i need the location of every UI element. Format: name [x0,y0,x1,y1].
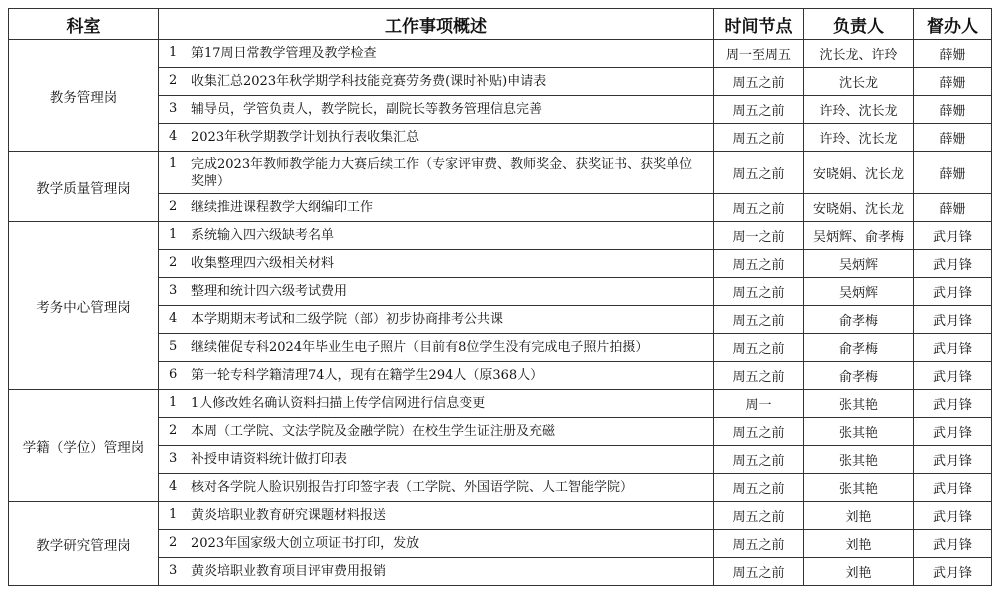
task-cell [159,362,714,390]
supervisor-cell: 武月锋 [914,250,992,278]
task-cell [159,68,714,96]
supervisor-cell: 武月锋 [914,362,992,390]
time-cell: 周五之前 [714,96,804,124]
time-cell: 周一至周五 [714,40,804,68]
supervisor-cell: 武月锋 [914,530,992,558]
time-cell: 周五之前 [714,250,804,278]
supervisor-cell: 武月锋 [914,390,992,418]
task-text: 第17周日常教学管理及教学检查 [191,46,377,61]
time-cell: 周五之前 [714,530,804,558]
header-task: 工作事项概述 [159,9,714,40]
supervisor-cell: 武月锋 [914,418,992,446]
task-number: 2 [169,535,178,550]
time-cell: 周五之前 [714,502,804,530]
time-cell: 周五之前 [714,278,804,306]
dept-cell: 学籍（学位）管理岗 [9,390,159,502]
task-text: 补授申请资料统计做打印表 [191,452,348,467]
owner-cell: 俞孝梅 [804,362,914,390]
table-row [9,390,992,418]
task-number: 4 [169,479,178,494]
owner-cell: 俞孝梅 [804,306,914,334]
owner-cell: 许玲、沈长龙 [804,124,914,152]
task-cell [159,334,714,362]
task-number: 4 [169,129,178,144]
time-cell: 周一之前 [714,222,804,250]
task-number: 2 [169,423,178,438]
time-cell: 周五之前 [714,362,804,390]
task-cell [159,530,714,558]
table-row [9,152,992,194]
header-time: 时间节点 [714,9,804,40]
task-cell [159,558,714,586]
task-number: 3 [169,451,178,466]
task-text: 黄炎培职业教育研究课题材料报送 [191,508,387,523]
task-cell [159,502,714,530]
task-cell [159,222,714,250]
time-cell: 周五之前 [714,306,804,334]
task-text: 第一轮专科学籍清理74人，现有在籍学生294人（原368人） [191,368,544,383]
task-cell [159,390,714,418]
table-row [9,222,992,250]
task-cell [159,446,714,474]
time-cell: 周五之前 [714,124,804,152]
owner-cell: 吴炳辉 [804,250,914,278]
table-body [9,40,992,586]
supervisor-cell: 薛姗 [914,96,992,124]
supervisor-cell: 薛姗 [914,152,992,194]
task-text: 整理和统计四六级考试费用 [191,284,348,299]
supervisor-cell: 武月锋 [914,222,992,250]
task-cell [159,194,714,222]
supervisor-cell: 薛姗 [914,68,992,96]
task-text: 本周（工学院、文法学院及金融学院）在校生学生证注册及充磁 [191,424,556,439]
owner-cell: 张其艳 [804,446,914,474]
owner-cell: 许玲、沈长龙 [804,96,914,124]
supervisor-cell: 薛姗 [914,40,992,68]
owner-cell: 刘艳 [804,558,914,586]
task-cell [159,96,714,124]
task-number: 1 [169,395,178,410]
time-cell: 周五之前 [714,446,804,474]
task-text: 完成2023年教师教学能力大赛后续工作（专家评审费、教师奖金、获奖证书、获奖单位奖牌） [191,156,693,189]
task-cell [159,474,714,502]
table-row [9,40,992,68]
owner-cell: 刘艳 [804,530,914,558]
task-number: 1 [169,155,178,171]
owner-cell: 吴炳辉 [804,278,914,306]
task-number: 2 [169,199,178,214]
task-text: 收集汇总2023年秋学期学科技能竞赛劳务费(课时补贴)申请表 [191,74,547,89]
supervisor-cell: 武月锋 [914,502,992,530]
task-cell [159,152,714,194]
dept-cell: 考务中心管理岗 [9,222,159,390]
task-text: 辅导员，学管负责人，教学院长，副院长等教务管理信息完善 [191,102,543,117]
task-number: 3 [169,283,178,298]
task-number: 5 [169,339,178,354]
time-cell: 周五之前 [714,418,804,446]
supervisor-cell: 武月锋 [914,278,992,306]
task-text: 继续推进课程教学大纲编印工作 [191,200,374,215]
time-cell: 周五之前 [714,558,804,586]
dept-cell: 教务管理岗 [9,40,159,152]
task-text: 2023年秋学期教学计划执行表收集汇总 [191,130,420,145]
task-number: 2 [169,255,178,270]
owner-cell: 张其艳 [804,474,914,502]
task-cell [159,250,714,278]
task-text: 本学期期末考试和二级学院（部）初步协商排考公共课 [191,312,504,327]
owner-cell: 沈长龙、许玲 [804,40,914,68]
time-cell: 周五之前 [714,152,804,194]
header-row [9,9,992,40]
owner-cell: 安晓娟、沈长龙 [804,152,914,194]
task-number: 3 [169,101,178,116]
supervisor-cell: 武月锋 [914,474,992,502]
task-number: 2 [169,73,178,88]
task-number: 4 [169,311,178,326]
owner-cell: 张其艳 [804,390,914,418]
owner-cell: 沈长龙 [804,68,914,96]
supervisor-cell: 武月锋 [914,558,992,586]
time-cell: 周五之前 [714,194,804,222]
supervisor-cell: 武月锋 [914,446,992,474]
task-cell [159,418,714,446]
task-text: 1人修改姓名确认资料扫描上传学信网进行信息变更 [191,396,486,411]
task-text: 继续催促专科2024年毕业生电子照片（目前有8位学生没有完成电子照片拍摄） [191,340,649,355]
header-supervisor: 督办人 [914,9,992,40]
task-text: 系统输入四六级缺考名单 [191,228,335,243]
task-text: 收集整理四六级相关材料 [191,256,335,271]
dept-cell: 教学质量管理岗 [9,152,159,222]
supervisor-cell: 薛姗 [914,124,992,152]
task-number: 6 [169,367,178,382]
task-number: 3 [169,563,178,578]
task-cell [159,306,714,334]
owner-cell: 吴炳辉、俞孝梅 [804,222,914,250]
owner-cell: 刘艳 [804,502,914,530]
task-cell [159,40,714,68]
header-dept: 科室 [9,9,159,40]
owner-cell: 张其艳 [804,418,914,446]
supervisor-cell: 武月锋 [914,334,992,362]
supervisor-cell: 武月锋 [914,306,992,334]
task-cell [159,124,714,152]
dept-cell: 教学研究管理岗 [9,502,159,586]
work-schedule-table [8,8,992,586]
task-number: 1 [169,227,178,242]
header-owner: 负责人 [804,9,914,40]
time-cell: 周五之前 [714,68,804,96]
task-cell [159,278,714,306]
table-row [9,502,992,530]
task-text: 黄炎培职业教育项目评审费用报销 [191,564,387,579]
task-text: 核对各学院人脸识别报告打印签字表（工学院、外国语学院、人工智能学院） [191,480,634,495]
time-cell: 周一 [714,390,804,418]
owner-cell: 安晓娟、沈长龙 [804,194,914,222]
task-text: 2023年国家级大创立项证书打印，发放 [191,536,420,551]
task-number: 1 [169,45,178,60]
task-number: 1 [169,507,178,522]
time-cell: 周五之前 [714,474,804,502]
time-cell: 周五之前 [714,334,804,362]
owner-cell: 俞孝梅 [804,334,914,362]
supervisor-cell: 薛姗 [914,194,992,222]
